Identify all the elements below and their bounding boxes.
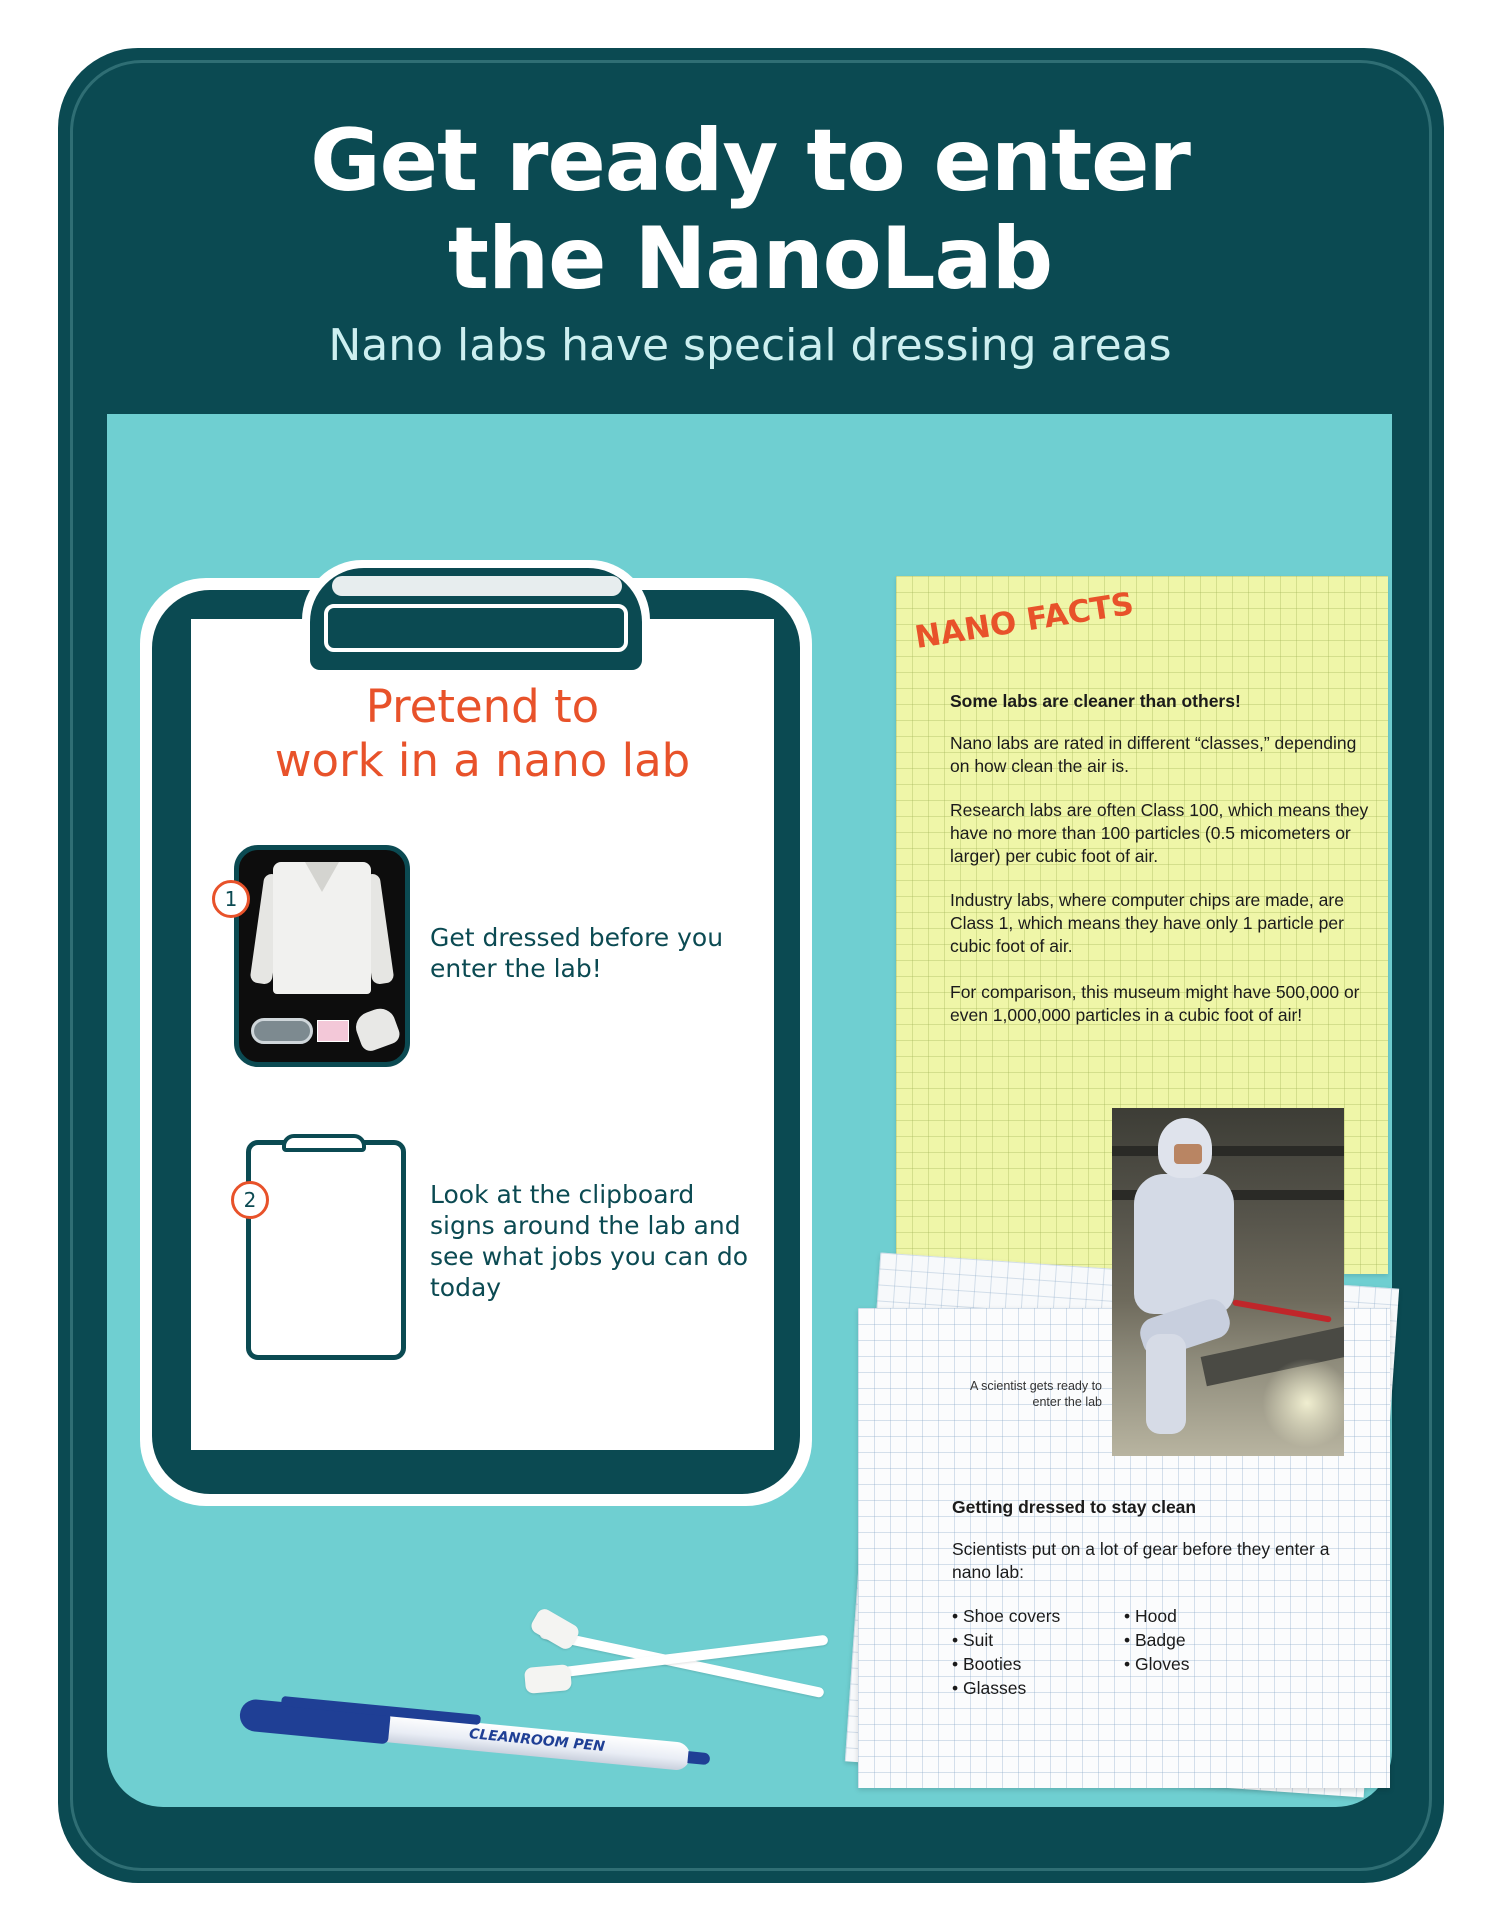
pen-label: CLEANROOM PEN [468, 1726, 606, 1756]
gear-item: • Booties [952, 1652, 1060, 1676]
scientist-suit [1134, 1174, 1234, 1314]
gear-item: • Gloves [1124, 1652, 1189, 1676]
pen-tip [687, 1751, 710, 1765]
clipboard-clip-highlight [332, 576, 622, 596]
gear-list-column-1 [952, 1604, 1060, 1700]
photo-caption: A scientist gets ready to enter the lab [969, 1379, 1102, 1409]
step-2-text: Look at the clipboard signs around the lab and see what jobs you can do today [430, 1180, 749, 1302]
nano-facts-paragraph: Industry labs, where computer chips are made, are Class 1, which means they have only 1 particle per cubic foot of air. [950, 890, 1344, 956]
step-number-1: 1 [212, 880, 250, 918]
gear-item: • Glasses [952, 1676, 1060, 1700]
gear-item: • Shoe covers [952, 1604, 1060, 1628]
photo-light [1262, 1358, 1344, 1448]
gear-item: • Badge [1124, 1628, 1189, 1652]
mini-clipboard-icon [246, 1140, 406, 1360]
title-line-2: the NanoLab [447, 209, 1053, 309]
lab-badge [317, 1020, 349, 1042]
step-1-text: Get dressed before you enter the lab! [430, 923, 724, 983]
gear-item: • Suit [952, 1628, 1060, 1652]
scientist-face [1174, 1144, 1202, 1164]
swab-tip [524, 1664, 572, 1694]
nano-facts-title: NANO FACTS [912, 585, 1137, 656]
scientist-photo [1112, 1108, 1344, 1456]
clipboard-clip-slot [324, 604, 628, 652]
safety-glasses [251, 1018, 313, 1044]
clipboard-heading-line-1: Pretend to [365, 680, 600, 733]
photo-shelf [1112, 1146, 1344, 1156]
photo-strap [1232, 1299, 1332, 1322]
nano-facts-paragraph: Nano labs are rated in different “classes,” depending on how clean the air is. [950, 733, 1357, 776]
lab-gloves [352, 1004, 403, 1053]
mini-clipboard-clip-icon [282, 1134, 366, 1152]
nano-facts-paragraph: For comparison, this museum might have 500,000 or even 1,000,000 particles in a cubic foot of air! [950, 982, 1360, 1025]
scientist-shin [1146, 1334, 1186, 1434]
clipboard-heading-line-2: work in a nano lab [274, 734, 691, 787]
gear-list-column-2 [1124, 1604, 1189, 1676]
clipboard-heading [191, 680, 774, 788]
lab-gear-photo [234, 845, 410, 1067]
dressing-intro: Scientists put on a lot of gear before they enter a nano lab: [952, 1539, 1330, 1582]
nano-facts-paragraph: Research labs are often Class 100, which means they have no more than 100 particles (0.5 micometers or larger) per cubic foot of air. [950, 800, 1369, 866]
gear-item: • Hood [1124, 1604, 1189, 1628]
title-line-1: Get ready to enter [310, 111, 1190, 211]
page-subtitle: Nano labs have special dressing areas [328, 320, 1172, 371]
step-number-2: 2 [231, 1181, 269, 1219]
nano-facts-heading: Some labs are cleaner than others! [950, 691, 1241, 711]
dressing-heading: Getting dressed to stay clean [952, 1497, 1197, 1517]
page-title [0, 112, 1500, 308]
